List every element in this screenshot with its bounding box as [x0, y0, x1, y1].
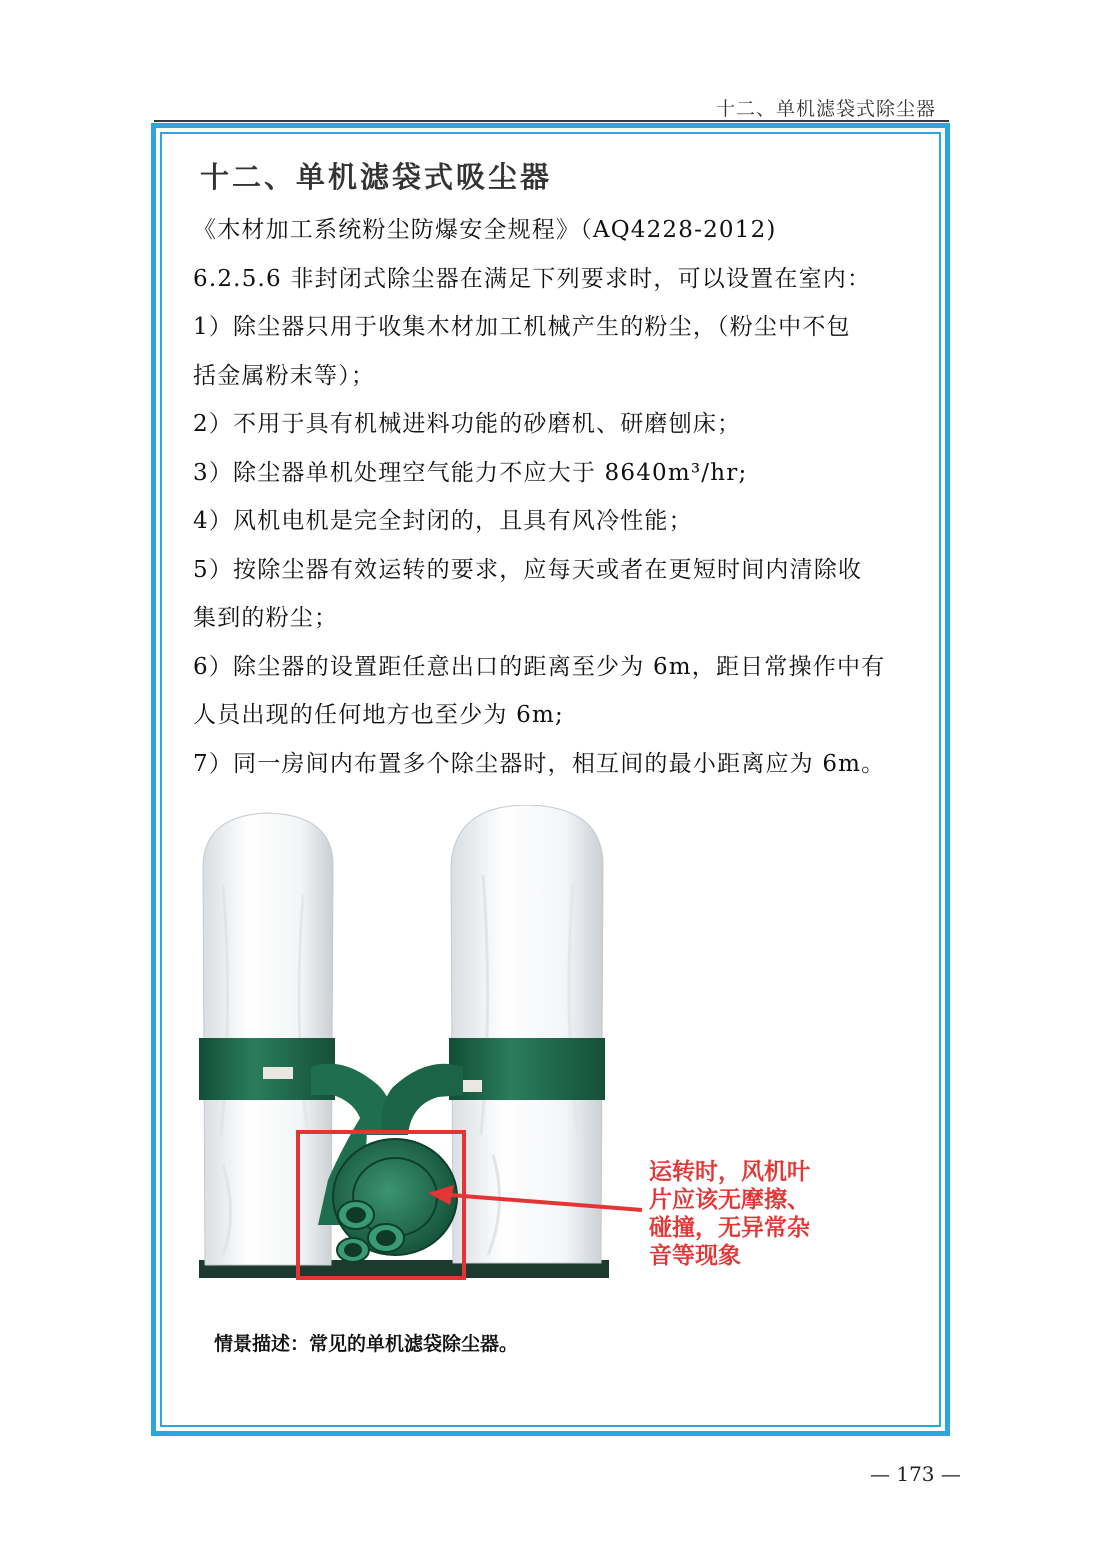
text-line: 集到的粉尘；: [193, 605, 339, 631]
text-line: 1）除尘器只用于收集木材加工机械产生的粉尘，（粉尘中不包: [193, 314, 851, 340]
callout-line: 运转时，风机叶: [649, 1159, 810, 1185]
section-title: 十二、单机滤袋式吸尘器: [200, 160, 553, 194]
text-line: 2）不用于具有机械进料功能的砂磨机、研磨刨床；: [193, 411, 742, 437]
text-line: 人员出现的任何地方也至少为 6m;: [193, 702, 564, 728]
callout-note: [649, 1158, 810, 1270]
text-line: 《木材加工系统粉尘防爆安全规程》（AQ4228-2012): [193, 217, 777, 243]
callout-line: 音等现象: [649, 1243, 741, 1269]
callout-line: 碰撞，无异常杂: [649, 1215, 810, 1241]
running-header: 十二、单机滤袋式除尘器: [715, 98, 936, 120]
text-line: 5）按除尘器有效运转的要求，应每天或者在更短时间内清除收: [193, 556, 863, 583]
text-line: 6）除尘器的设置距任意出口的距离至少为 6m，距日常操作中有: [193, 653, 886, 680]
body-text: [193, 206, 923, 788]
text-line: 4）风机电机是完全封闭的，且具有风冷性能；: [193, 508, 693, 534]
nameplate-left: [263, 1067, 293, 1079]
text-line: 7）同一房间内布置多个除尘器时，相互间的最小距离应为 6m。: [193, 750, 886, 777]
text-line: 括金属粉末等）；: [193, 362, 376, 389]
page-number: — 173 —: [870, 1462, 961, 1486]
text-line: 3）除尘器单机处理空气能力不应大于 8640m³/hr;: [193, 459, 748, 486]
callout-line: 片应该无摩擦、: [649, 1187, 810, 1213]
figure-caption: 情景描述：常见的单机滤袋除尘器。: [214, 1333, 519, 1355]
callout-arrow: [420, 1185, 645, 1225]
text-line: 6.2.5.6 非封闭式除尘器在满足下列要求时，可以设置在室内：: [193, 265, 872, 292]
header-rule: [154, 120, 949, 122]
